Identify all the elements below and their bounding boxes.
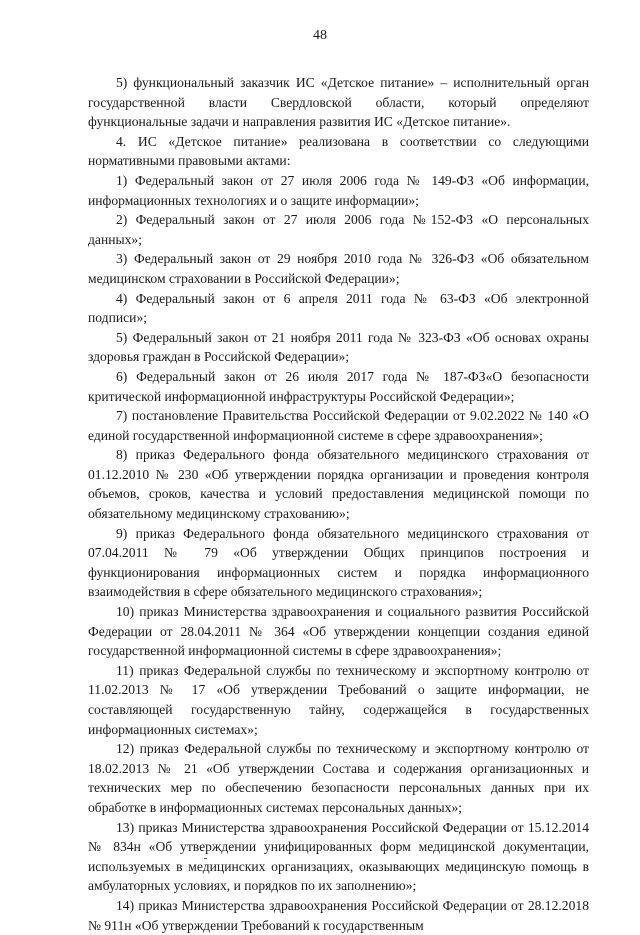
scan-speck	[204, 858, 207, 859]
list-item-law-152: 2) Федеральный закон от 27 июля 2006 года №152-ФЗ «О персональных данных»;	[88, 212, 589, 247]
document-body	[88, 73, 589, 935]
list-item-decree-140: 7) постановление Правительства Российской Федерации от 9.02.2022 № 140 «О единой государственной информационной системе в сфере здравоохранения»;	[88, 408, 589, 443]
page-number: 48	[313, 28, 327, 43]
paragraph-functional-customer: 5) функциональный заказчик ИС «Детское питание» – исполнительный орган государственной власти Свердловской области, который определяют функциональные задачи и направления развития ИС «Детское питание».	[88, 75, 589, 130]
list-item-order-21: 12) приказ Федеральной службы по техническому и экспортному контролю от 18.02.2013 № 21 «Об утверждении Состава и содержания организационных и технических мер по обеспечению безопасности персональных данных при их обработке в информационных системах персональных данных»;	[88, 741, 589, 815]
list-item-order-230: 8) приказ Федерального фонда обязательного медицинского страхования от 01.12.2010 № 230 «Об утверждении порядка организации и проведения контроля объемов, сроков, качества и условий предоставления медицинской помощи по обязательному медицинскому страхованию»;	[88, 447, 589, 522]
list-item-order-834n: 13) приказ Министерства здравоохранения Российской Федерации от 15.12.2014 № 834н «Об утверждении унифицированных форм медицинской документации, используемых в медицинских организациях, оказывающих медицинскую помощь в амбулаторных условиях, и порядков по их заполнению»;	[88, 819, 589, 894]
list-item-order-364: 10) приказ Министерства здравоохранения и социального развития Российской Федерации от 28.04.2011 № 364 «Об утверждении концепции создания единой государственной информационной системы в сфере здравоохранения»;	[88, 604, 589, 659]
paragraph-legal-basis-intro: 4. ИС «Детское питание» реализована в соответствии со следующими нормативными правовыми актами:	[88, 133, 589, 169]
list-item-law-63: 4) Федеральный закон от 6 апреля 2011 года № 63-ФЗ «Об электронной подписи»;	[88, 290, 589, 326]
list-item-order-911n: 14) приказ Министерства здравоохранения Российской Федерации от 28.12.2018 № 911н «Об утверждении Требований к государственным	[88, 897, 589, 933]
list-item-order-79: 9) приказ Федерального фонда обязательного медицинского страхования от 07.04.2011 № 79 «Об утверждении Общих принципов построения и функционирования информационных систем и порядка информационного взаимодействия в сфере обязательного медицинского страхования»;	[88, 525, 589, 600]
list-item-law-326: 3) Федеральный закон от 29 ноября 2010 года № 326-ФЗ «Об обязательном медицинском страховании в Российской Федерации»;	[88, 251, 589, 286]
list-item-law-149: 1) Федеральный закон от 27 июля 2006 года № 149-ФЗ «Об информации, информационных технологиях и о защите информации»;	[88, 172, 589, 208]
list-item-law-323: 5) Федеральный закон от 21 ноября 2011 года № 323-ФЗ «Об основах охраны здоровья граждан в Российской Федерации»;	[88, 329, 589, 365]
list-item-order-17: 11) приказ Федеральной службы по техническому и экспортному контролю от 11.02.2013 № 17 «Об утверждении Требований о защите информации, не составляющей государственную тайну, содержащейся в государственных информационных системах»;	[88, 662, 589, 737]
list-item-law-187: 6) Федеральный закон от 26 июля 2017 года № 187-ФЗ«О безопасности критической информационной инфраструктуры Российской Федерации»;	[88, 368, 589, 404]
